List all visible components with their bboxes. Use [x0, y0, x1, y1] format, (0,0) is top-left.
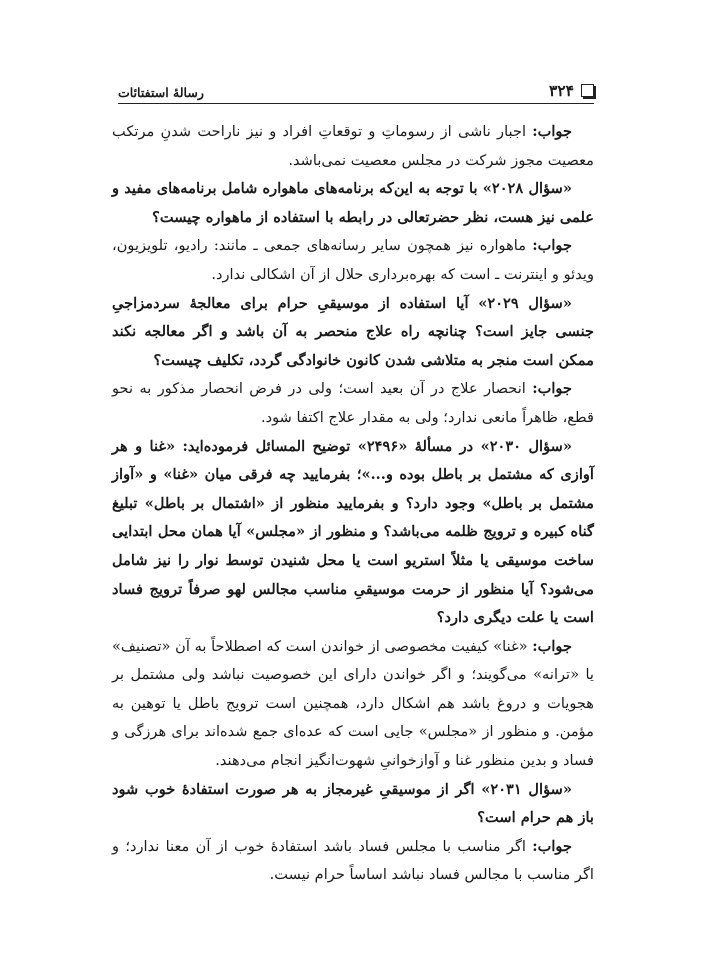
page-body — [112, 118, 594, 890]
answer-text: اگر مناسب با مجلس فساد باشد استفادهٔ خوب از آن معنا ندارد؛ و اگر مناسب با مجالس فساد نباشد اساساً حرام نیست. — [112, 837, 594, 884]
answer-label: جواب: — [532, 837, 572, 855]
answer-text: «غنا» کیفیت مخصوصی از خواندن است که اصطلاحاً به آن «تصنیف» یا «ترانه» می‌گویند؛ و اگر خواندن دارای این خصوصیت نباشد ولی مشتمل بر هجویات و دروغ باشد هم اشکال دارد، همچنین است ترویج باطل یا توهین به مؤمن. و منظور از «مجلس» جایی است که عده‌ای جمع شده‌اند برای هرزگی و فساد و بدین منظور غنا و آوازخوانیِ شهوت‌انگیز انجام می‌دهند. — [112, 637, 594, 770]
question-label: «سؤال ۲۰۳۰» — [480, 437, 572, 455]
answer-paragraph — [112, 833, 594, 890]
running-title: رسالهٔ استفتائات — [118, 85, 204, 100]
question-label: «سؤال ۲۰۲۸» — [482, 180, 572, 198]
question-text: اگر از موسیقیِ غیرمجاز به هر صورت استفادهٔ خوب شود باز هم حرام است؟ — [112, 780, 594, 827]
header-divider — [118, 103, 594, 104]
answer-paragraph — [112, 118, 594, 175]
answer-label: جواب: — [532, 637, 572, 655]
question-label: «سؤال ۲۰۳۱» — [481, 780, 572, 798]
answer-paragraph — [112, 633, 594, 776]
page-header — [118, 74, 594, 100]
answer-text: ماهواره نیز همچون سایر رسانه‌های جمعی ـ مانند: رادیو، تلویزیون، ویدئو و اینترنت ـ است که بهره‌برداری حلال از آن اشکالی ندارد. — [112, 237, 594, 283]
answer-label: جواب: — [532, 123, 572, 140]
question-paragraph — [112, 776, 594, 833]
question-paragraph — [112, 433, 594, 633]
question-paragraph — [112, 175, 594, 232]
page-number-block — [549, 81, 594, 100]
question-label: «سؤال ۲۰۲۹» — [478, 294, 572, 312]
answer-paragraph — [112, 375, 594, 432]
answer-text: انحصار علاج در آن بعید است؛ ولی در فرض انحصار مذکور به نحو قطع، ظاهراً مانعی ندارد؛ ولی به مقدار علاج اکتفا شود. — [112, 380, 594, 426]
answer-text: اجبار ناشی از رسوماتِ و توقعاتِ افراد و نیز ناراحت شدنِ مرتکب معصیت مجوز شرکت در مجلس معصیت نمی‌باشد. — [112, 123, 594, 169]
page-number: ۳۲۴ — [549, 81, 574, 100]
answer-label: جواب: — [532, 380, 572, 398]
question-text: در مسألهٔ «۲۴۹۶» توضیح المسائل فرموده‌اید: «غنا و هر آوازی که مشتمل بر باطل بوده و...»؛ بفرمایید چه فرقی میان «غنا» و «آواز مشتمل بر باطل» وجود دارد؟ و بفرمایید منظور از «اشتمال بر باطل» تبلیغ گناه کبیره و ترویج ظلمه می‌باشد؟ و منظور از «مجلس» آیا همان محل ابتدایی ساخت موسیقی یا مثلاً استریو است یا محل شنیدن توسط نوار را نیز شامل می‌شود؟ آیا منظور از حرمت موسیقیِ مناسب مجالس لهو صرفاً ترویج فساد است یا علت دیگری دارد؟ — [112, 437, 594, 627]
answer-label: جواب: — [532, 237, 572, 255]
question-text: آیا استفاده از موسیقیِ حرام برای معالجهٔ سردمزاجیِ جنسی جایز است؟ چنانچه راه علاج منحصر به آن باشد و اگر معالجه نکند ممکن است منجر به متلاشی شدن کانون خانوادگی گردد، تکلیف چیست؟ — [112, 294, 594, 369]
square-bullet-icon — [581, 84, 594, 97]
question-text: با توجه به این‌که برنامه‌های ماهواره شامل برنامه‌های مفید و علمی نیز هست، نظر حضرتعالی در رابطه با استفاده از ماهواره چیست؟ — [112, 180, 594, 226]
question-paragraph — [112, 290, 594, 376]
answer-paragraph — [112, 232, 594, 289]
